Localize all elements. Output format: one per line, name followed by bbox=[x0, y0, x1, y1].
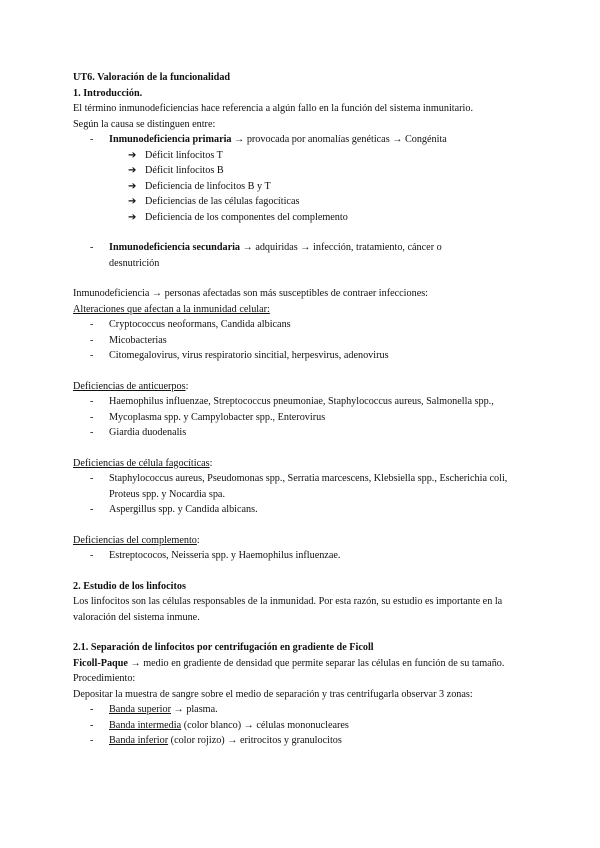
anticuerpos-item: - Haemophilus influenzae, Streptococcus pneumoniae, Staphylococcus aureus, Salmonella spp., bbox=[90, 396, 494, 407]
fagociticas-heading: Deficiencias de célula fagocíticas: bbox=[73, 457, 213, 469]
intro-causes: Según la causa se distinguen entre: bbox=[73, 118, 216, 130]
primaria-subitem: ➔ Deficiencia de linfocitos B y T bbox=[73, 179, 533, 195]
arrow-bullet-icon: ➔ bbox=[128, 180, 137, 192]
anticuerpos-item: - Mycoplasma spp. y Campylobacter spp., Enterovirus bbox=[90, 411, 326, 423]
celular-item: - Micobacterias bbox=[90, 334, 167, 346]
celular-item: - Citomegalovirus, virus respiratorio sincitial, herpesvirus, adenovirus bbox=[90, 350, 389, 361]
band-item: - Banda intermedia (color blanco) → células mononucleares bbox=[90, 719, 349, 731]
arrow-bullet-icon: ➔ bbox=[128, 149, 137, 161]
doc-title: UT6. Valoración de la funcionalidad bbox=[73, 72, 231, 83]
complemento-item: - Estreptococos, Neisseria spp. y Haemophilus influenzae. bbox=[90, 550, 341, 561]
celular-item: - Cryptococcus neoformans, Candida albicans bbox=[90, 319, 291, 330]
arrow-bullet-icon: ➔ bbox=[128, 196, 137, 207]
arrow-bullet-icon: ➔ bbox=[128, 211, 137, 223]
deposit-line: Depositar la muestra de sangre sobre el medio de separación y tras centrifugarla observar 3 zonas: bbox=[73, 688, 473, 700]
document-page bbox=[73, 70, 533, 749]
arrow-bullet-icon: ➔ bbox=[128, 165, 137, 176]
primaria-subitem: ➔ Deficiencia de los componentes del complemento bbox=[73, 210, 533, 226]
primaria-subitem: ➔ Deficiencias de las células fagocíticas bbox=[73, 194, 533, 210]
primaria-subitem: ➔ Déficit linfocitos T bbox=[73, 148, 533, 164]
section-2-1-heading: 2.1. Separación de linfocitos por centrifugación en gradiente de Ficoll bbox=[73, 642, 374, 653]
secundaria-item: - Inmunodeficiencia secundaria → adquiridas → infección, tratamiento, cáncer o desnutrición bbox=[90, 242, 442, 269]
intro-paragraph: El término inmunodeficiencias hace referencia a algún fallo en la función del sistema inmunitario. bbox=[73, 103, 473, 114]
primaria-subitem: ➔ Déficit linfocitos B bbox=[73, 163, 533, 179]
fagociticas-item: - Aspergillus spp. y Candida albicans. bbox=[90, 504, 258, 515]
dash-bullet: - bbox=[90, 134, 94, 145]
celular-heading: Alteraciones que afectan a la inmunidad celular: bbox=[73, 303, 270, 315]
dash-bullet: - bbox=[90, 242, 94, 253]
anticuerpos-heading: Deficiencias de anticuerpos: bbox=[73, 380, 189, 392]
section-2-paragraph: Los linfocitos son las células responsables de la inmunidad. Por esta razón, su estudio es importante en la valoración del sistema inmune. bbox=[73, 596, 503, 623]
band-item: - Banda inferior (color rojizo) → eritrocitos y granulocitos bbox=[90, 735, 342, 746]
complemento-heading: Deficiencias del complemento: bbox=[73, 534, 200, 546]
section-1-heading: 1. Introducción. bbox=[73, 87, 143, 99]
susceptibility-line: Inmunodeficiencia → personas afectadas son más susceptibles de contraer infecciones: bbox=[73, 288, 429, 299]
ficoll-paragraph: Ficoll-Paque → medio en gradiente de densidad que permite separar las células en función de su tamaño. Procedimiento: bbox=[73, 657, 505, 684]
fagociticas-item: - Staphylococcus aureus, Pseudomonas spp., Serratia marcescens, Klebsiella spp., Escherichia coli, Proteus spp. y Nocardia spa. bbox=[90, 473, 508, 500]
band-item: - Banda superior → plasma. bbox=[90, 704, 218, 715]
section-2-heading: 2. Estudio de los linfocitos bbox=[73, 580, 186, 592]
primaria-item: - Inmunodeficiencia primaria → provocada por anomalías genéticas → Congénita bbox=[73, 132, 533, 148]
anticuerpos-item: - Giardia duodenalis bbox=[90, 427, 187, 438]
